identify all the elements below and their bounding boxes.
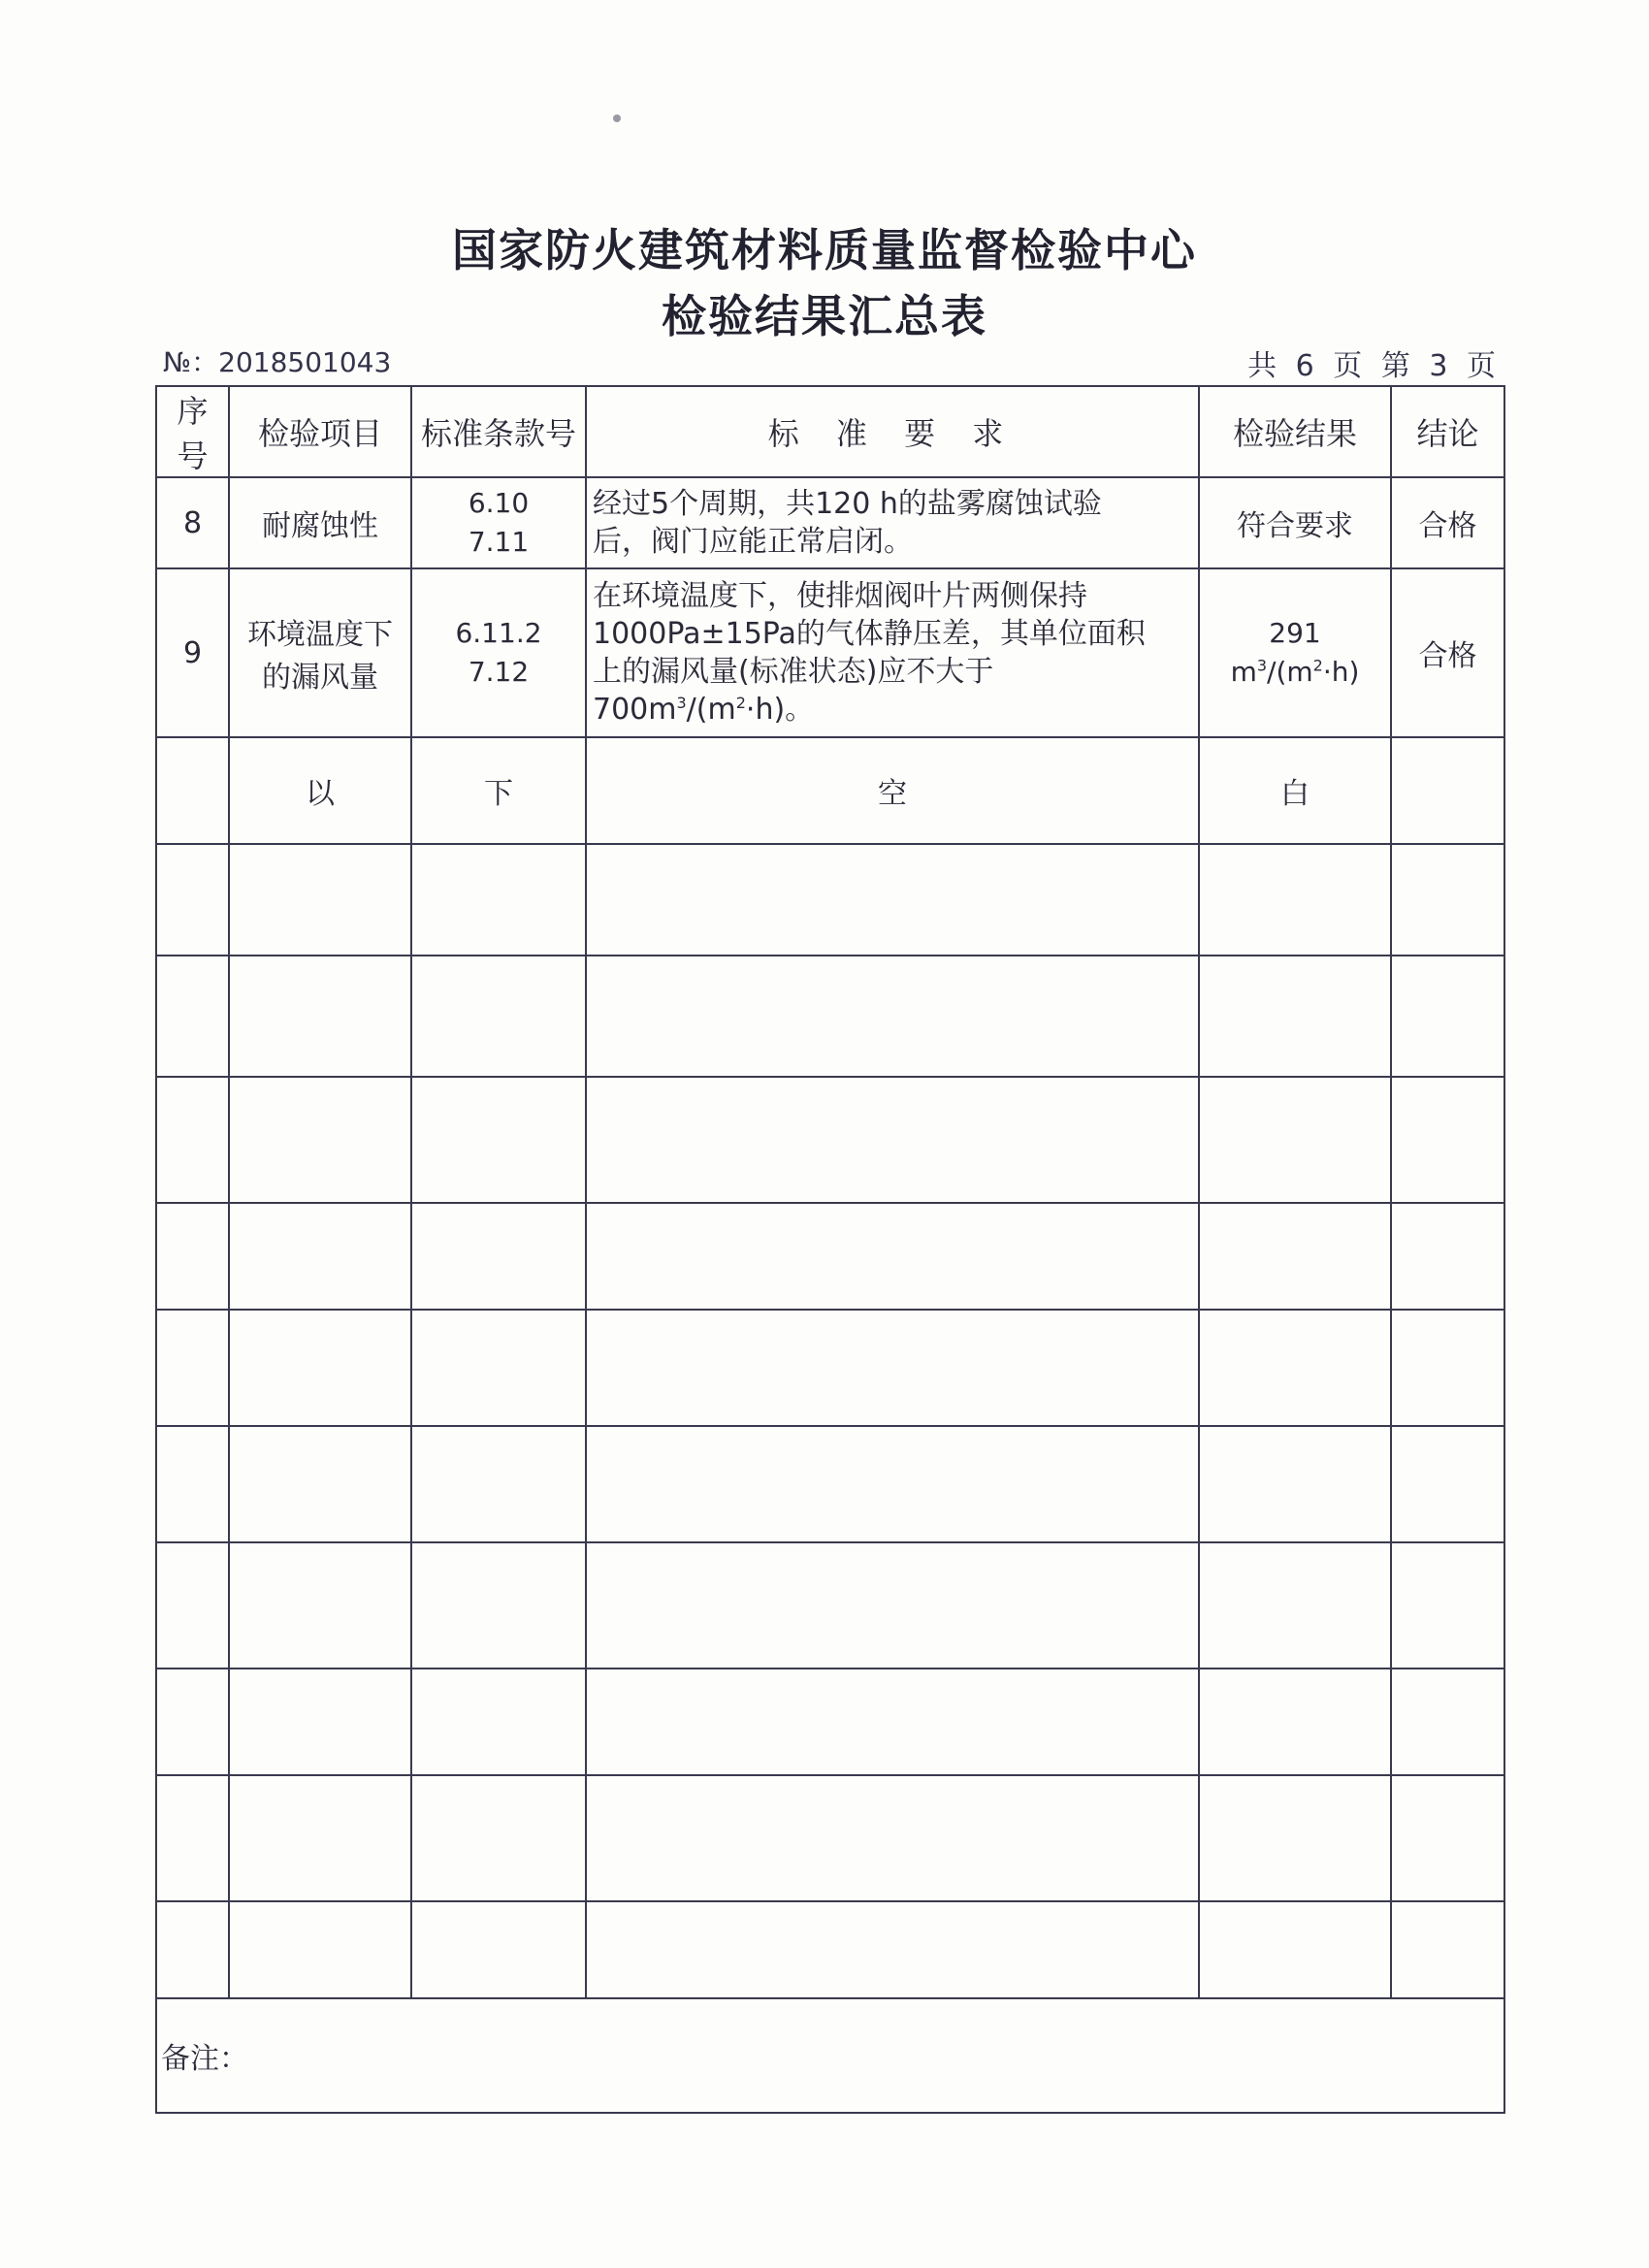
empty-cell	[229, 956, 411, 1077]
req-unit-text: 700m	[593, 693, 677, 727]
empty-cell	[156, 1542, 229, 1669]
table-header-row	[156, 386, 1504, 477]
empty-row	[156, 1310, 1504, 1426]
empty-cell	[586, 1426, 1199, 1542]
row-requirement	[586, 477, 1199, 568]
empty-cell	[156, 1077, 229, 1203]
row-conclusion: 合格	[1391, 477, 1504, 568]
empty-row	[156, 1775, 1504, 1901]
empty-cell	[1199, 1203, 1391, 1310]
unit-sup: 3	[1256, 656, 1268, 675]
empty-cell	[1199, 1542, 1391, 1669]
empty-cell	[229, 1901, 411, 1998]
empty-cell	[1391, 1077, 1504, 1203]
empty-cell	[1391, 1901, 1504, 1998]
row-result	[1199, 568, 1391, 737]
empty-cell	[156, 1669, 229, 1775]
empty-cell	[411, 1669, 586, 1775]
empty-row	[156, 956, 1504, 1077]
clause-line: 6.11.2	[455, 617, 542, 649]
empty-cell	[229, 1669, 411, 1775]
row-seq: 8	[156, 477, 229, 568]
requirement-line: 经过5个周期，共120 h的盐雾腐蚀试验	[593, 487, 1102, 521]
item-line: 环境温度下	[247, 618, 393, 652]
page-indicator: 共 6 页 第 3 页	[1247, 349, 1501, 383]
blank-marker-2: 下	[411, 737, 586, 844]
empty-cell	[1391, 1775, 1504, 1901]
header-result: 检验结果	[1199, 386, 1391, 477]
clause-line: 7.11	[468, 526, 530, 558]
empty-cell	[411, 1310, 586, 1426]
row-requirement	[586, 568, 1199, 737]
empty-cell	[1391, 956, 1504, 1077]
empty-cell	[411, 1203, 586, 1310]
empty-cell	[1199, 844, 1391, 956]
empty-cell	[1199, 1426, 1391, 1542]
blank-marker-3: 空	[586, 737, 1199, 844]
req-unit-sup: 3	[676, 694, 687, 712]
empty-cell	[1199, 1901, 1391, 1998]
empty-cell	[229, 844, 411, 956]
empty-cell	[156, 1426, 229, 1542]
empty-cell	[586, 1775, 1199, 1901]
empty-row	[156, 1901, 1504, 1998]
empty-cell	[1391, 1542, 1504, 1669]
header-requirement: 标 准 要 求	[586, 386, 1199, 477]
empty-cell	[411, 1077, 586, 1203]
header-item: 检验项目	[229, 386, 411, 477]
empty-cell	[1391, 1426, 1504, 1542]
blank-marker-4: 白	[1199, 737, 1391, 844]
empty-cell	[156, 1203, 229, 1310]
empty-cell	[586, 844, 1199, 956]
empty-cell	[1391, 1669, 1504, 1775]
report-number	[163, 341, 391, 380]
unit-text: m	[1230, 656, 1257, 688]
empty-cell	[1391, 1310, 1504, 1426]
center-name-title: 国家防火建筑材料质量监督检验中心	[452, 224, 1197, 276]
empty-cell	[586, 1310, 1199, 1426]
empty-row	[156, 844, 1504, 956]
empty-cell	[586, 956, 1199, 1077]
empty-cell	[586, 1077, 1199, 1203]
empty-cell	[586, 1203, 1199, 1310]
empty-row	[156, 1542, 1504, 1669]
row-clause	[411, 568, 586, 737]
empty-cell	[586, 1901, 1199, 1998]
req-unit-text: ·h)。	[745, 693, 815, 727]
empty-cell	[1391, 844, 1504, 956]
requirement-line	[593, 691, 1192, 729]
header-clause: 标准条款号	[411, 386, 586, 477]
empty-cell	[156, 1775, 229, 1901]
unit-text: /(m	[1267, 656, 1313, 688]
empty-cell	[411, 844, 586, 956]
empty-cell	[156, 956, 229, 1077]
empty-row	[156, 1426, 1504, 1542]
empty-cell	[229, 1077, 411, 1203]
blank-marker-1: 以	[229, 737, 411, 844]
empty-cell	[229, 1310, 411, 1426]
empty-cell	[229, 1542, 411, 1669]
row-seq: 9	[156, 568, 229, 737]
row-result: 符合要求	[1199, 477, 1391, 568]
header-conclusion: 结论	[1391, 386, 1504, 477]
result-unit	[1206, 653, 1384, 692]
empty-cell	[1199, 1310, 1391, 1426]
row-item: 耐腐蚀性	[229, 477, 411, 568]
summary-table-title: 检验结果汇总表	[662, 290, 987, 342]
clause-line: 6.10	[468, 487, 530, 519]
empty-cell	[1199, 1669, 1391, 1775]
item-line: 的漏风量	[262, 661, 378, 695]
empty-cell	[156, 1901, 229, 1998]
header-seq: 序号	[156, 386, 229, 477]
empty-cell	[586, 1542, 1199, 1669]
empty-cell	[229, 1426, 411, 1542]
requirement-line: 1000Pa±15Pa的气体静压差，其单位面积	[593, 617, 1146, 651]
table-row	[156, 477, 1504, 568]
empty-row	[156, 1669, 1504, 1775]
blank-cell	[156, 737, 229, 844]
result-value: 291	[1269, 617, 1321, 649]
requirement-line: 上的漏风量(标准状态)应不大于	[593, 655, 994, 689]
empty-cell	[411, 1775, 586, 1901]
empty-cell	[1199, 956, 1391, 1077]
row-clause	[411, 477, 586, 568]
empty-cell	[229, 1775, 411, 1901]
scan-speck	[613, 114, 621, 122]
empty-cell	[156, 844, 229, 956]
empty-cell	[411, 1901, 586, 1998]
remarks-label: 备注：	[156, 1998, 1504, 2113]
unit-text: ·h)	[1322, 656, 1360, 688]
empty-cell	[586, 1669, 1199, 1775]
empty-cell	[1199, 1775, 1391, 1901]
empty-row	[156, 1077, 1504, 1203]
empty-cell	[1199, 1077, 1391, 1203]
table-row	[156, 568, 1504, 737]
unit-sup: 2	[1312, 656, 1323, 675]
row-item	[229, 568, 411, 737]
remarks-row	[156, 1998, 1504, 2113]
empty-cell	[229, 1203, 411, 1310]
empty-cell	[1391, 1203, 1504, 1310]
clause-line: 7.12	[468, 656, 530, 688]
blank-cell	[1391, 737, 1504, 844]
empty-cell	[156, 1310, 229, 1426]
requirement-line: 在环境温度下，使排烟阀叶片两侧保持	[593, 579, 1087, 613]
row-conclusion: 合格	[1391, 568, 1504, 737]
blank-marker-row	[156, 737, 1504, 844]
requirement-line: 后，阀门应能正常启闭。	[593, 525, 913, 559]
empty-cell	[411, 1542, 586, 1669]
report-number-value: 2018501043	[218, 346, 392, 378]
empty-cell	[411, 956, 586, 1077]
req-unit-sup: 2	[735, 694, 746, 712]
empty-row	[156, 1203, 1504, 1310]
req-unit-text: /(m	[686, 693, 736, 727]
results-summary-table	[155, 385, 1505, 2114]
empty-cell	[411, 1426, 586, 1542]
report-number-label: №：	[163, 346, 219, 378]
